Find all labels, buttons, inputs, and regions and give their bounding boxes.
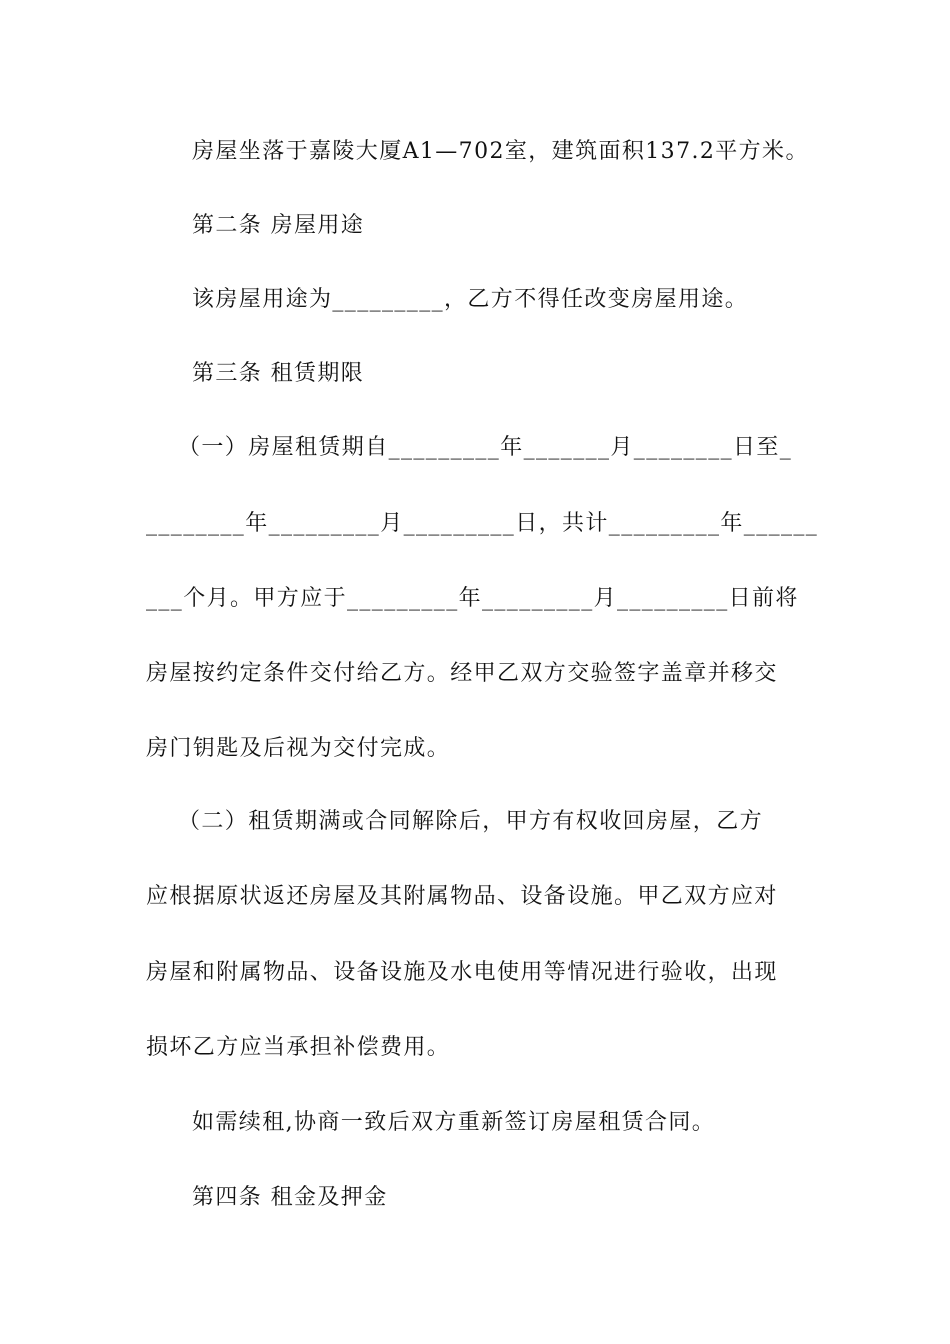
paragraph-term-line-4: 房屋按约定条件交付给乙方。经甲乙双方交验签字盖章并移交 [146,661,778,686]
paragraph-location: 房屋坐落于嘉陵大厦A1—702室，建筑面积137.2平方米。 [192,139,809,164]
paragraph-return-line-4: 损坏乙方应当承担补偿费用。 [146,1035,451,1060]
paragraph-term-line-2: ________年_________月_________日，共计_________年______ [146,511,819,536]
paragraph-return-line-3: 房屋和附属物品、设备设施及水电使用等情况进行验收，出现 [146,960,778,985]
paragraph-return-line-1: （二）租赁期满或合同解除后，甲方有权收回房屋，乙方 [178,809,764,834]
paragraph-term-line-1: （一）房屋租赁期自_________年_______月________日至_ [178,435,793,460]
article-2-heading: 第二条 房屋用途 [192,213,365,238]
paragraph-term-line-3: ___个月。甲方应于_________年_________月_________日前将 [146,586,799,611]
article-4-heading: 第四条 租金及押金 [192,1185,388,1210]
paragraph-return-line-2: 应根据原状返还房屋及其附属物品、设备设施。甲乙双方应对 [146,884,778,909]
paragraph-renewal: 如需续租,协商一致后双方重新签订房屋租赁合同。 [192,1110,716,1135]
paragraph-usage: 该房屋用途为_________，乙方不得任改变房屋用途。 [192,287,749,312]
article-3-heading: 第三条 租赁期限 [192,361,365,386]
paragraph-term-line-5: 房门钥匙及后视为交付完成。 [146,736,451,761]
